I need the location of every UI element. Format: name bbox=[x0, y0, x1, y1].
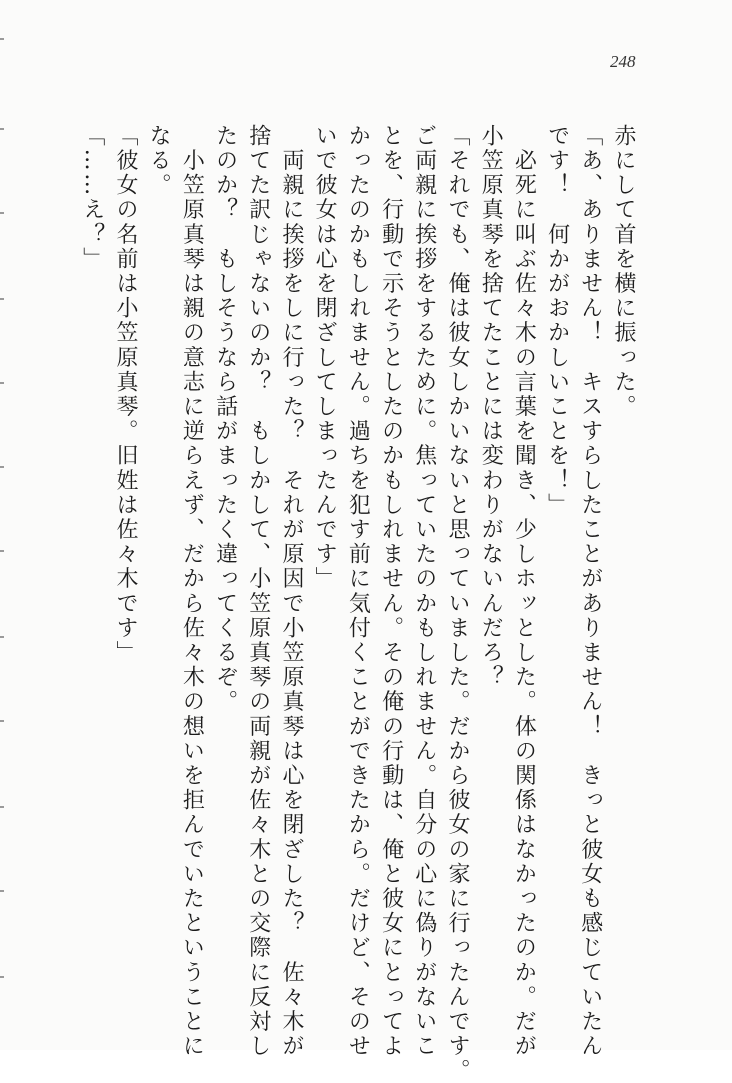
text-line: いで彼女は心を閉ざしてしまったんです」 bbox=[312, 124, 338, 592]
text-line: です！ 何かがおかしいことを！」 bbox=[544, 124, 570, 518]
text-line: なる。 bbox=[146, 124, 172, 198]
text-line: ご両親に挨拶をするために。焦っていたのかもしれません。自分の心に偽りがないこ bbox=[411, 124, 437, 1059]
binding-mark bbox=[0, 298, 4, 300]
binding-mark bbox=[0, 636, 4, 638]
binding-mark bbox=[0, 382, 4, 384]
text-line: 「それでも、俺は彼女しかいないと思っていました。だから彼女の家に行ったんです。 bbox=[444, 124, 470, 1083]
text-line: 捨てた訳じゃないのか？ もしかして、小笠原真琴の両親が佐々木との交際に反対し bbox=[245, 124, 271, 1059]
page-number: 248 bbox=[610, 52, 636, 71]
body-text bbox=[76, 124, 640, 1083]
text-line: 「彼女の名前は小笠原真琴。旧姓は佐々木です」 bbox=[112, 124, 138, 666]
text-line: たのか？ もしそうなら話がまったく違ってくるぞ。 bbox=[212, 124, 238, 715]
binding-mark bbox=[0, 976, 4, 978]
text-line: 「……え？」 bbox=[79, 124, 105, 272]
text-line: 赤にして首を横に振った。 bbox=[611, 124, 636, 420]
text-line: 小笠原真琴は親の意志に逆らえず、だから佐々木の想いを拒んでいたということに bbox=[179, 124, 205, 1059]
binding-mark bbox=[0, 128, 4, 130]
text-line: 両親に挨拶をしに行った？ それが原因で小笠原真琴は心を閉ざした？ 佐々木が bbox=[278, 124, 304, 1059]
binding-mark bbox=[0, 890, 4, 892]
text-line: 必死に叫ぶ佐々木の言葉を聞き、少しホッとした。体の関係はなかったのか。だが bbox=[511, 124, 537, 1059]
text-line: かったのかもしれません。過ちを犯す前に気付くことができたから。だけど、そのせ bbox=[345, 124, 371, 1059]
binding-mark bbox=[0, 550, 4, 552]
text-line: 「あ、ありません！ キスすらしたことがありません！ きっと彼女も感じていたん bbox=[577, 124, 603, 1059]
binding-mark bbox=[0, 466, 4, 468]
binding-mark bbox=[0, 720, 4, 722]
binding-mark bbox=[0, 38, 4, 40]
text-line: 小笠原真琴を捨てたことには変わりがないんだろ？ bbox=[478, 124, 504, 690]
text-line: とを、行動で示そうとしたのかもしれません。その俺の行動は、俺と彼女にとってよ bbox=[378, 124, 404, 1059]
binding-mark bbox=[0, 806, 4, 808]
binding-mark bbox=[0, 212, 4, 214]
